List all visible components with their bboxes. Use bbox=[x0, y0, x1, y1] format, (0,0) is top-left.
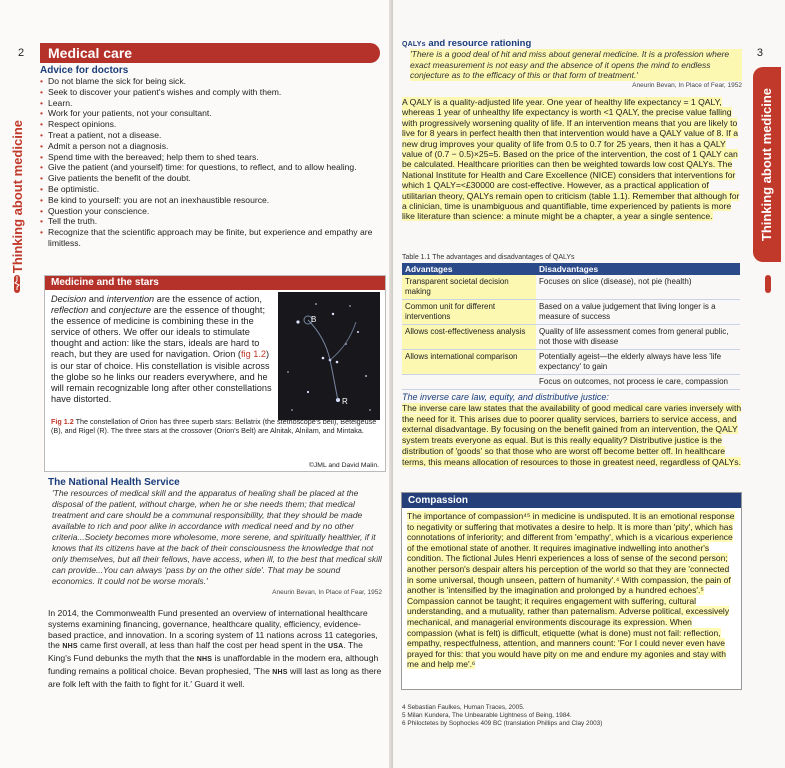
figure-caption: Fig 1.2 The constellation of Orion has three superb stars: Bellatrix (the stethoscope's bell), Betelgeuse (B), and Rigel (R). The three stars at the crossover (Orion's Belt) are Alnitak, Alnilam, and Mintaka. bbox=[51, 417, 377, 435]
table-cell: Based on a value judgement that living longer is a measure of success bbox=[536, 300, 740, 325]
inverse-care-heading: The inverse care law, equity, and distributive justice: bbox=[402, 392, 609, 402]
stars-box-text: Decision and intervention are the essence of action, reflection and conjecture are the essence of thought; the essence of medicine is combining these in the service of others. We offer our ideals to stimulate thought and action: like the stars, ideals are hard to reach, but they are used for navigation. Orion (fig 1.2) is our star of choice. His constellation is visible across the globe so he links our readers everywhere, and he will remain recognizable long after other constellations have distorted. bbox=[51, 294, 272, 404]
compassion-box bbox=[401, 492, 742, 690]
table-cell: Potentially ageist—the elderly always have less 'life expectancy' to gain bbox=[536, 350, 740, 375]
qaly-heading: QALYs and resource rationing bbox=[402, 38, 532, 49]
table-cell: Transparent societal decision making bbox=[402, 275, 536, 300]
footnote: 6 Philoctetes by Sophocles 409 BC (translation Phillips and Clay 2003) bbox=[402, 720, 603, 727]
table-row bbox=[402, 375, 740, 390]
list-item: • Give the patient (and yourself) time: for questions, to reflect, and to allow healing. bbox=[40, 162, 385, 173]
table-row bbox=[402, 300, 740, 325]
side-tab-label: Thinking about medicine bbox=[759, 88, 774, 242]
table-cell: Quality of life assessment comes from general public, not those with disease bbox=[536, 325, 740, 350]
table-cell: Focuses on slice (disease), not pie (health) bbox=[536, 275, 740, 300]
qaly-table bbox=[402, 263, 740, 390]
qaly-paragraph: A QALY is a quality-adjusted life year. One year of healthy life expectancy = 1 QALY, whereas 1 year of unhealthy life expectancy is worth <1 QALY, the precise value falling with progressively worsening quality of life. If an intervention means that you are likely to live for 8 years in perfect health then that intervention would have a QALY value of 8. If a new drug improves your quality of life from 0.5 to 0.7 for 25 years, then it has a QALY value of (0.7 − 0.5)×25=5. Based on the price of the intervention, the cost of 1 QALY can be calculated. Healthcare priorities can then be weighted towards low cost QALYs. The National Institute for Health and Care Excellence (NICE) considers that interventions for which 1 QALY=<£30000 are cost-effective. However, as a practical application of utilitarian theory, QALYs remain open to criticism (table 1.1). Remember that although for a clinician, time is unambiguous and quantifiable, time experienced by patients is more like literature than science: a minute might be a chapter, a year a single sentence. bbox=[402, 97, 740, 222]
list-item: • Give patients the benefit of the doubt. bbox=[40, 173, 385, 184]
table-cell: Common unit for different interventions bbox=[402, 300, 536, 325]
page-title: Medical care bbox=[40, 43, 380, 63]
page-number: 3 bbox=[756, 47, 763, 59]
column-header: Disadvantages bbox=[536, 263, 740, 275]
nhs-paragraph: In 2014, the Commonwealth Fund presented an overview of international healthcare systems examining financing, governance, healthcare quality, efficiency, evidence-based practice, and innovation. In a scoring system of 11 nations across 11 categories, the NHS came first overall, at less than half the cost per head spent in the USA. The King's Fund debunks the myth that the NHS is unaffordable in the modern era, although funding remains a political choice. Bevan prophesied, 'The NHS will last as long as there are folk left with the faith to fight for it.' Guard it well. bbox=[48, 608, 382, 689]
stars-box bbox=[44, 275, 386, 472]
betelgeuse-label: B bbox=[311, 315, 317, 324]
compassion-heading: Compassion bbox=[402, 493, 741, 508]
list-item: • Admit a person not a diagnosis. bbox=[40, 141, 385, 152]
table-cell: Focus on outcomes, not process ie care, compassion bbox=[536, 375, 740, 390]
qaly-quote: 'There is a good deal of hit and miss about general medicine. It is a profession where exact measurement is not easy and the absence of it opens the mind to endless conjecture as to the efficacy of this or that form of treatment.' Aneurin Bevan, In Place of Fear, 1952 bbox=[410, 49, 742, 91]
image-credit: ©JML and David Malin. bbox=[308, 462, 379, 469]
list-item: • Tell the truth. bbox=[40, 216, 385, 227]
heartbeat-icon bbox=[12, 276, 22, 290]
list-item: • Respect opinions. bbox=[40, 119, 385, 130]
orion-constellation-image bbox=[278, 292, 380, 420]
advice-list bbox=[40, 76, 385, 249]
quote-attribution: Aneurin Bevan, In Place of Fear, 1952 bbox=[272, 589, 382, 596]
list-item: • Recognize that the scientific approach may be finite, but experience and empathy are limitless. bbox=[40, 227, 385, 249]
footnote: 4 Sebastian Faulkes, Human Traces, 2005. bbox=[402, 704, 525, 711]
rigel-label: R bbox=[342, 397, 348, 406]
table-header-row bbox=[402, 263, 740, 275]
list-item: • Question your conscience. bbox=[40, 206, 385, 217]
side-tab-label: Thinking about medicine bbox=[10, 120, 25, 274]
table-cell: Allows international comparison bbox=[402, 350, 536, 375]
list-item: • Treat a patient, not a disease. bbox=[40, 130, 385, 141]
nhs-quote: 'The resources of medical skill and the apparatus of healing shall be placed at the disposal of the patient, without charge, when he or she needs them; that medical treatment and care should be a communal responsibility, that they should be made available to rich and poor alike in accordance with medical need and by no other criteria...Society becomes more wholesome, more serene, and spiritually healthier, if it knows that its citizens have at the back of their consciousness the knowledge that not only themselves, but all their fellows, have access, when ill, to the best that medical skill can provide...You can always 'pass by on the other side'. That may be sound economics. It could not be worse morals.' Aneurin Bevan, In Place of Fear, 1952 bbox=[52, 488, 382, 596]
table-cell bbox=[402, 375, 536, 390]
list-item: • Be optimistic. bbox=[40, 184, 385, 195]
figure-reference-link[interactable]: fig 1.2 bbox=[240, 349, 267, 360]
footnotes bbox=[402, 704, 742, 728]
side-tab-marker bbox=[765, 275, 771, 293]
table-cell: Allows cost-effectiveness analysis bbox=[402, 325, 536, 350]
inverse-care-paragraph: The inverse care law states that the availability of good medical care varies inversely with the need for it. This arises due to poorer quality services, barriers to service access, and external disadvantage. By focusing on the benefit gained from an intervention, the QALY system treats everyone as equal. But is this really equality? Distributive justice is the distribution of 'goods' so that those who are worst off become better off. In healthcare terms, this means allocation of resources to those in greatest need, regardless of QALYs. bbox=[402, 403, 742, 467]
list-item: • Spend time with the bereaved; help them to shed tears. bbox=[40, 152, 385, 163]
table-row bbox=[402, 325, 740, 350]
page-number: 2 bbox=[18, 47, 25, 59]
list-item: • Learn. bbox=[40, 98, 385, 109]
list-item: • Do not blame the sick for being sick. bbox=[40, 76, 385, 87]
nhs-heading: The National Health Service bbox=[48, 477, 180, 488]
list-item: • Be kind to yourself: you are not an inexhaustible resource. bbox=[40, 195, 385, 206]
list-item: • Seek to discover your patient's wishes and comply with them. bbox=[40, 87, 385, 98]
table-row bbox=[402, 275, 740, 300]
advice-heading: Advice for doctors bbox=[40, 65, 129, 76]
list-item: • Work for your patients, not your consultant. bbox=[40, 108, 385, 119]
table-caption: Table 1.1 The advantages and disadvantages of QALYs bbox=[402, 254, 575, 261]
column-header: Advantages bbox=[402, 263, 536, 275]
stars-box-heading: Medicine and the stars bbox=[45, 276, 385, 290]
compassion-text: The importance of compassion⁴⁵ in medicine is undisputed. It is an emotional response to negativity or suffering that motivates a desire to help. It is more than 'pity', which has connotations of inferiority; and different from 'empathy', which is a vicarious experience of the emotional state of another. It requires imaginative indwelling into another's condition. The fictional Jules Henri experiences a loss of sense of the second person; another person's despair alters his perception of the world so that they are 'connected in some universal, though unseen, pattern of humanity'.⁴ With compassion, the pain of another is 'intensified by the imagination and prolonged by a hundred echoes'.⁵ Compassion cannot be taught; it requires engagement with suffering, cultural understanding, and a mutuality, rather than paternalism. Adverse political, excessively mechanical, and managerial environments discourage its expression. When compassion (what is felt) is difficult, etiquette (what is done) must not fail: reflection, empathy, respectfulness, attention, and manners count: 'For I could never even have prayed for this: that you would have pity on me and endure my agonies and stay with me and help me'.⁶ bbox=[407, 511, 735, 670]
figure-label: Fig 1.2 bbox=[51, 417, 74, 426]
quote-attribution: Aneurin Bevan, In Place of Fear, 1952 bbox=[632, 81, 742, 89]
footnote: 5 Milan Kundera, The Unbearable Lightness of Being, 1984. bbox=[402, 712, 572, 719]
table-row bbox=[402, 350, 740, 375]
